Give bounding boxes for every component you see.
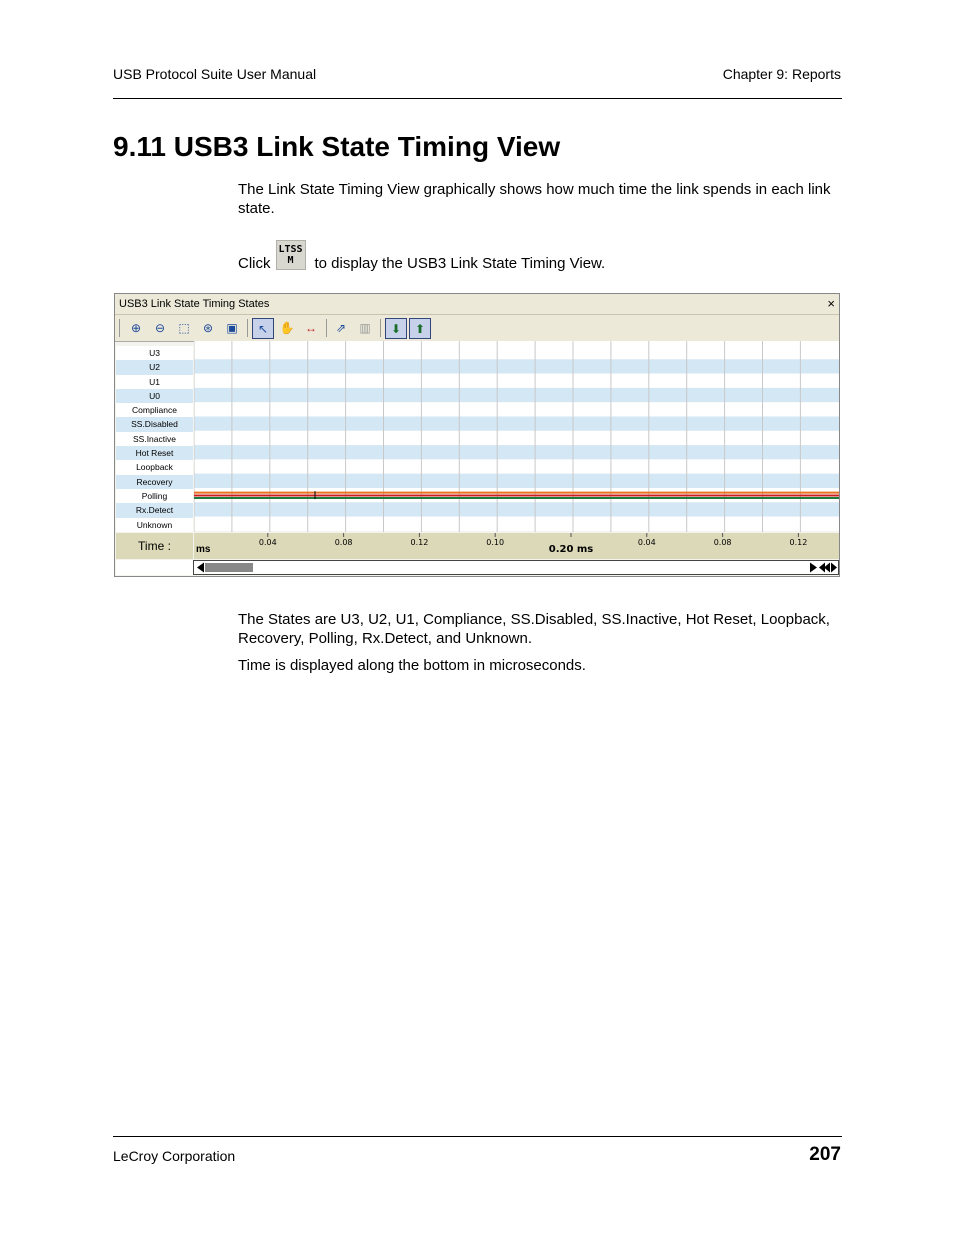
state-row (194, 445, 839, 459)
axis-unit: ms (196, 544, 211, 555)
toolbar-separator (119, 319, 120, 337)
click-text-after: to display the USB3 Link State Timing View. (314, 255, 606, 272)
axis-tick-label: 0.08 (713, 538, 732, 547)
time-axis (194, 533, 839, 559)
link-state-timing-window (114, 293, 840, 577)
footer-rule (113, 1136, 842, 1137)
pointer-icon[interactable]: ↖ (252, 318, 274, 339)
zoom-in-icon[interactable]: ⊕ (130, 321, 142, 335)
close-icon[interactable]: × (827, 296, 835, 311)
state-label: Hot Reset (116, 446, 193, 460)
state-row (194, 402, 839, 416)
window-title-bar (115, 294, 839, 315)
export-icon[interactable]: ⇗ (335, 321, 347, 335)
header-rule (113, 98, 842, 99)
state-label: U0 (116, 389, 193, 403)
arrow-down-icon[interactable]: ⬇ (385, 318, 407, 339)
scroll-thumb[interactable] (205, 563, 253, 572)
states-paragraph: The States are U3, U2, U1, Compliance, SS.Disabled, SS.Inactive, Hot Reset, Loopback, Recovery, Polling, Rx.Detect, and Unknown. (238, 611, 830, 647)
toolbar (115, 315, 839, 342)
time-label: Time : (116, 533, 193, 559)
scroll-right-icon[interactable] (810, 563, 817, 573)
state-row (194, 345, 839, 359)
state-label: Loopback (116, 460, 193, 474)
page-number: 207 (809, 1144, 841, 1165)
toolbar-separator (326, 319, 327, 337)
header-chapter: Chapter 9: Reports (722, 66, 841, 82)
state-label: U2 (116, 360, 193, 374)
axis-tick-label: 0.10 (486, 538, 505, 547)
state-label: SS.Inactive (116, 432, 193, 446)
state-row (194, 431, 839, 445)
timing-plot[interactable] (194, 341, 839, 532)
state-label: Unknown (116, 518, 193, 532)
axis-tick-label: 0.08 (334, 538, 353, 547)
state-label: Polling (116, 489, 193, 503)
state-row (194, 459, 839, 473)
state-row (194, 388, 839, 402)
state-row (194, 374, 839, 388)
chart-icon[interactable]: ▥ (359, 321, 371, 335)
arrow-up-icon[interactable]: ⬆ (409, 318, 431, 339)
axis-tick-label: 0.12 (410, 538, 429, 547)
state-row (194, 517, 839, 531)
intro-paragraph: The Link State Timing View graphically shows how much time the link spends in each link state. (238, 181, 831, 217)
state-row (194, 474, 839, 488)
scroll-left-icon[interactable] (197, 563, 204, 573)
state-label: SS.Disabled (116, 417, 193, 431)
axis-tick-label: 0.20 ms (548, 544, 594, 555)
state-label: Recovery (116, 475, 193, 489)
axis-tick-label: 0.12 (789, 538, 808, 547)
state-label-column (116, 342, 193, 532)
header-manual-title: USB Protocol Suite User Manual (113, 66, 317, 82)
state-label: U1 (116, 375, 193, 389)
section-title: 9.11 USB3 Link State Timing View (113, 131, 561, 162)
state-row (194, 359, 839, 373)
zoom-out-icon[interactable]: ⊖ (154, 321, 166, 335)
state-label: U3 (116, 346, 193, 360)
window-title: USB3 Link State Timing States (119, 298, 270, 310)
state-row (194, 417, 839, 431)
scroll-fast-forward-icon[interactable] (819, 563, 837, 573)
monitor-icon[interactable]: ▣ (226, 321, 238, 335)
click-text: Click (238, 255, 271, 272)
corner-cell (116, 560, 193, 575)
hand-icon[interactable]: ✋ (279, 321, 295, 335)
zoom-fit-icon[interactable]: ⊛ (202, 321, 214, 335)
ltssm-icon[interactable]: LTSS M (276, 240, 306, 270)
toolbar-separator (247, 319, 248, 337)
toolbar-separator (380, 319, 381, 337)
click-instruction (238, 236, 605, 272)
measure-icon[interactable]: ↔ (305, 321, 317, 335)
horizontal-scrollbar[interactable] (193, 560, 839, 575)
axis-tick-label: 0.04 (258, 538, 277, 547)
state-row (194, 502, 839, 516)
state-label: Compliance (116, 403, 193, 417)
axis-tick-label: 0.04 (637, 538, 656, 547)
time-paragraph: Time is displayed along the bottom in microseconds. (238, 657, 586, 674)
footer-company: LeCroy Corporation (113, 1148, 236, 1164)
state-label: Rx.Detect (116, 503, 193, 517)
zoom-area-icon[interactable]: ⬚ (178, 321, 190, 335)
